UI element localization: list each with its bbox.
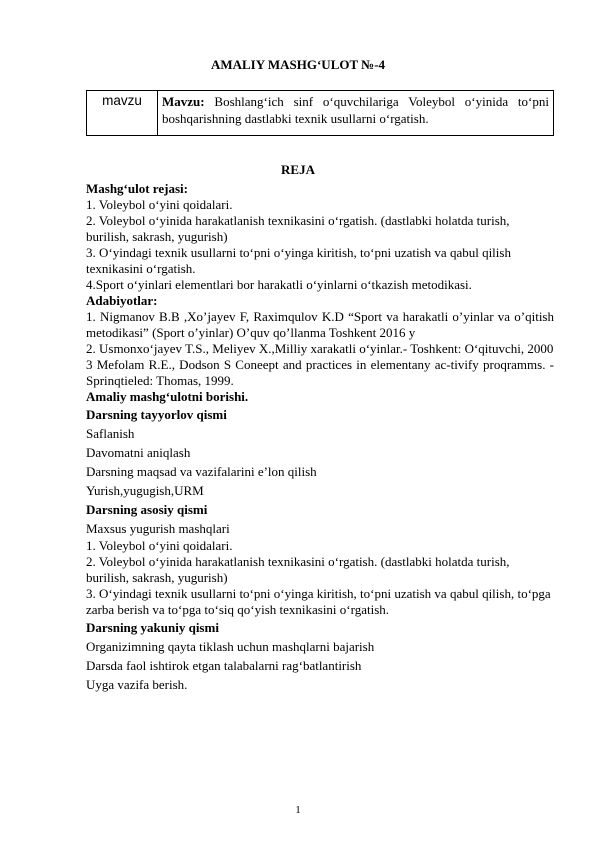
final-item: Darsda faol ishtirok etgan talabalarni rag‘batlantirish bbox=[86, 658, 362, 673]
prep-item: Darsning maqsad va vazifalarini e’lon qilish bbox=[86, 464, 317, 479]
main-item: 2. Voleybol o‘yinida harakatlanish texnikasini o‘rgatish. (dastlabki holatda turish, burilish, sakrash, yugurish) bbox=[86, 554, 510, 585]
main-item: 3. O‘yindagi texnik usullarni to‘pni o‘yinga kiritish, to‘pni uzatish va qabul qilish, to‘pga zarba berish va to‘pga to‘siq qo‘yish texnikasini o‘rgatish. bbox=[86, 586, 551, 617]
final-item: Uyga vazifa berish. bbox=[86, 677, 188, 692]
reja-heading: REJA bbox=[281, 162, 315, 177]
literature-item: 2. Usmonxo‘jayev T.S., Meliyev X.,Milliy xarakatli o‘yinlar.- Toshkent: O‘qituvchi, 2000 bbox=[86, 341, 554, 356]
literature-item: 3 Mefolam R.E., Dodson S Coneept and practices in elementany ac-tivify proqramms. - Sprinqtieled: Thomas, 1999. bbox=[86, 357, 554, 388]
plan-heading: Mashg‘ulot rejasi: bbox=[86, 181, 188, 196]
main-heading: Darsning asosiy qismi bbox=[86, 502, 208, 517]
topic-table bbox=[86, 90, 554, 136]
prep-item: Saflanish bbox=[86, 426, 135, 441]
prep-heading: Darsning tayyorlov qismi bbox=[86, 407, 227, 422]
prep-item: Yurish,yugugish,URM bbox=[86, 483, 204, 498]
topic-label: mavzu bbox=[87, 91, 158, 136]
prep-item: Davomatni aniqlash bbox=[86, 445, 191, 460]
plan-item: 2. Voleybol o‘yinida harakatlanish texnikasini o‘rgatish. (dastlabki holatda turish, burilish, sakrash, yugurish) bbox=[86, 213, 510, 244]
conduct-heading: Amaliy mashg‘ulotni borishi. bbox=[86, 389, 249, 404]
final-item: Organizimning qayta tiklash uchun mashqlarni bajarish bbox=[86, 639, 375, 654]
main-intro: Maxsus yugurish mashqlari bbox=[86, 521, 230, 536]
page-number: 1 bbox=[295, 804, 301, 816]
final-heading: Darsning yakuniy qismi bbox=[86, 620, 219, 635]
document-title: AMALIY MASHG‘ULOT №-4 bbox=[210, 57, 386, 72]
plan-item: 4.Sport o‘yinlari elementlari bor harakatli o‘yinlarni o‘tkazish metodikasi. bbox=[86, 277, 472, 292]
topic-value bbox=[158, 91, 554, 136]
literature-item: 1. Nigmanov B.B ,Xo’jayev F, Raximqulov K.D “Sport va harakatli o’yinlar va o’qitish metodikasi” (Sport o’yinlar) O’quv qo’llanma Toshkent 2016 y bbox=[86, 309, 554, 340]
plan-item: 3. O‘yindagi texnik usullarni to‘pni o‘yinga kiritish, to‘pni uzatish va qabul qilish texnikasini o‘rgatish. bbox=[86, 245, 511, 276]
main-item: 1. Voleybol o‘yini qoidalari. bbox=[86, 538, 233, 553]
document-body bbox=[86, 181, 554, 694]
literature-heading: Adabiyotlar: bbox=[86, 293, 158, 308]
plan-item: 1. Voleybol o‘yini qoidalari. bbox=[86, 197, 233, 212]
topic-text: Boshlang‘ich sinf o‘quvchilariga Voleybol o‘yinida to‘pni boshqarishning dastlabki texnik usullarni o‘rgatish. bbox=[162, 94, 549, 126]
topic-prefix: Mavzu: bbox=[162, 94, 205, 109]
